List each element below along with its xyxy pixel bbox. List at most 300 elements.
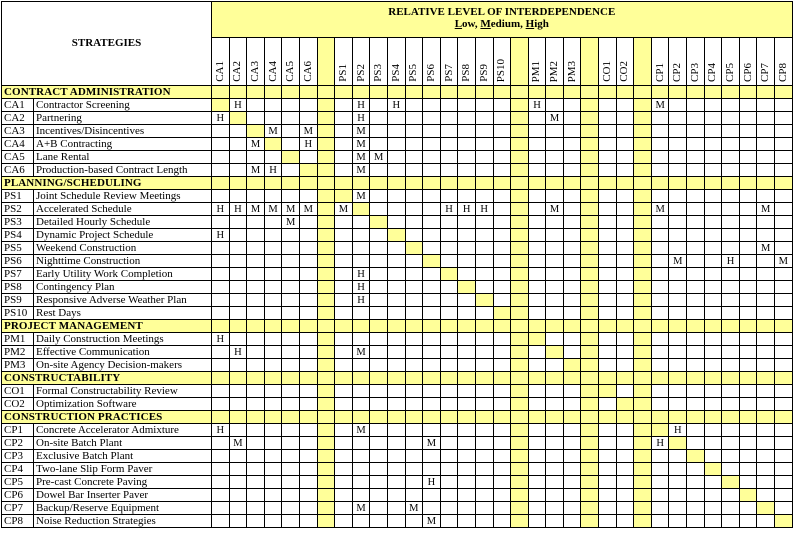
- section-band-cell: [282, 177, 300, 190]
- gap-cell: [581, 437, 599, 450]
- section-band-cell: [317, 177, 335, 190]
- matrix-cell: [722, 138, 740, 151]
- section-band-cell: [387, 372, 405, 385]
- matrix-cell: [739, 203, 757, 216]
- matrix-cell: [669, 450, 687, 463]
- gap-cell: [317, 424, 335, 437]
- matrix-cell: [616, 229, 634, 242]
- matrix-cell: [423, 307, 441, 320]
- matrix-cell: [528, 424, 546, 437]
- matrix-cell: [370, 99, 388, 112]
- matrix-cell: [387, 268, 405, 281]
- section-band-cell: [757, 86, 775, 99]
- strategy-name: Contractor Screening: [34, 99, 212, 112]
- gap-cell: [317, 476, 335, 489]
- matrix-cell: [352, 203, 370, 216]
- gap-cell: [581, 268, 599, 281]
- matrix-cell: [669, 398, 687, 411]
- section-band-cell: [775, 86, 793, 99]
- matrix-cell: [739, 281, 757, 294]
- matrix-cell: [212, 294, 230, 307]
- matrix-cell: [440, 463, 458, 476]
- matrix-cell: [546, 515, 564, 528]
- section-band-cell: [722, 320, 740, 333]
- strategy-code: PS9: [2, 294, 34, 307]
- matrix-cell: [370, 515, 388, 528]
- gap-cell: [511, 138, 529, 151]
- gap-cell: [581, 398, 599, 411]
- matrix-cell: [739, 359, 757, 372]
- matrix-cell: [299, 359, 317, 372]
- matrix-cell: [212, 450, 230, 463]
- matrix-cell: [370, 424, 388, 437]
- matrix-cell: [739, 437, 757, 450]
- section-band-cell: [229, 372, 247, 385]
- matrix-cell: [722, 229, 740, 242]
- matrix-cell: [458, 476, 476, 489]
- section-band-cell: [352, 411, 370, 424]
- column-header-co1: [599, 38, 617, 86]
- gap-cell: [634, 307, 652, 320]
- section-band-cell: [440, 411, 458, 424]
- matrix-cell: [669, 333, 687, 346]
- matrix-cell: [387, 476, 405, 489]
- gap-cell: [511, 190, 529, 203]
- matrix-cell: [440, 333, 458, 346]
- section-row: [2, 372, 793, 385]
- section-band-cell: [528, 320, 546, 333]
- matrix-cell: H: [212, 203, 230, 216]
- strategy-name: A+B Contracting: [34, 138, 212, 151]
- matrix-cell: [616, 268, 634, 281]
- matrix-cell: [229, 424, 247, 437]
- gap-cell: [511, 450, 529, 463]
- column-gap: [581, 38, 599, 86]
- gap-cell: [634, 151, 652, 164]
- matrix-cell: [212, 463, 230, 476]
- section-band-cell: [423, 372, 441, 385]
- matrix-cell: [599, 229, 617, 242]
- section-band-cell: [546, 177, 564, 190]
- strategies-header: STRATEGIES: [2, 2, 212, 86]
- strategy-code: CP7: [2, 502, 34, 515]
- matrix-cell: [563, 294, 581, 307]
- matrix-cell: [212, 138, 230, 151]
- matrix-cell: [299, 164, 317, 177]
- section-band-cell: [423, 320, 441, 333]
- matrix-cell: [739, 125, 757, 138]
- column-code: CA1: [213, 61, 226, 82]
- matrix-cell: [528, 385, 546, 398]
- matrix-cell: [405, 515, 423, 528]
- matrix-cell: [616, 333, 634, 346]
- matrix-cell: [352, 515, 370, 528]
- matrix-cell: [563, 463, 581, 476]
- section-band-cell: [440, 177, 458, 190]
- matrix-cell: [423, 450, 441, 463]
- matrix-cell: [775, 307, 793, 320]
- section-band-cell: [458, 411, 476, 424]
- matrix-cell: [247, 242, 265, 255]
- matrix-cell: [299, 489, 317, 502]
- matrix-cell: [546, 346, 564, 359]
- section-band-cell: [335, 372, 353, 385]
- matrix-cell: [563, 307, 581, 320]
- strategy-row-ps1: [2, 190, 793, 203]
- matrix-cell: [475, 99, 493, 112]
- matrix-cell: [264, 138, 282, 151]
- matrix-cell: [264, 242, 282, 255]
- matrix-cell: [757, 255, 775, 268]
- strategy-row-ps8: [2, 281, 793, 294]
- matrix-cell: [387, 346, 405, 359]
- matrix-cell: [563, 476, 581, 489]
- section-band-cell: [352, 320, 370, 333]
- matrix-cell: [458, 424, 476, 437]
- gap-cell: [634, 125, 652, 138]
- matrix-cell: [616, 255, 634, 268]
- matrix-cell: [229, 138, 247, 151]
- matrix-cell: M: [546, 112, 564, 125]
- matrix-cell: [370, 307, 388, 320]
- matrix-cell: [247, 255, 265, 268]
- matrix-cell: [669, 307, 687, 320]
- matrix-cell: [687, 151, 705, 164]
- matrix-cell: [757, 502, 775, 515]
- matrix-cell: [493, 515, 511, 528]
- matrix-cell: M: [299, 125, 317, 138]
- matrix-cell: [264, 151, 282, 164]
- matrix-cell: [687, 489, 705, 502]
- matrix-cell: [775, 398, 793, 411]
- matrix-cell: [739, 268, 757, 281]
- matrix-cell: M: [370, 151, 388, 164]
- matrix-cell: [599, 489, 617, 502]
- gap-cell: [581, 450, 599, 463]
- matrix-cell: [599, 164, 617, 177]
- matrix-cell: [458, 502, 476, 515]
- matrix-cell: [370, 450, 388, 463]
- matrix-cell: [405, 203, 423, 216]
- matrix-cell: [739, 424, 757, 437]
- matrix-cell: H: [352, 112, 370, 125]
- matrix-cell: [775, 151, 793, 164]
- gap-cell: [317, 216, 335, 229]
- matrix-cell: [599, 294, 617, 307]
- matrix-cell: [687, 125, 705, 138]
- strategy-name: Effective Communication: [34, 346, 212, 359]
- gap-cell: [511, 476, 529, 489]
- section-band-cell: [493, 372, 511, 385]
- section-band-cell: [687, 177, 705, 190]
- matrix-cell: [528, 398, 546, 411]
- matrix-cell: [370, 203, 388, 216]
- matrix-cell: [335, 242, 353, 255]
- matrix-cell: [599, 424, 617, 437]
- strategy-name: Partnering: [34, 112, 212, 125]
- matrix-cell: [563, 164, 581, 177]
- matrix-cell: [405, 99, 423, 112]
- section-band-cell: [722, 177, 740, 190]
- gap-cell: [634, 268, 652, 281]
- strategy-code: CA3: [2, 125, 34, 138]
- gap-cell: [317, 255, 335, 268]
- matrix-cell: [669, 502, 687, 515]
- matrix-cell: [299, 294, 317, 307]
- matrix-cell: [599, 203, 617, 216]
- strategy-row-ps6: [2, 255, 793, 268]
- strategy-row-ps9: [2, 294, 793, 307]
- matrix-cell: [282, 294, 300, 307]
- matrix-cell: [475, 307, 493, 320]
- section-band-cell: [405, 372, 423, 385]
- matrix-cell: [423, 333, 441, 346]
- matrix-cell: [264, 333, 282, 346]
- gap-cell: [581, 138, 599, 151]
- column-code: CP1: [653, 63, 666, 82]
- matrix-cell: [264, 190, 282, 203]
- matrix-cell: [616, 164, 634, 177]
- section-band-cell: [352, 177, 370, 190]
- matrix-cell: H: [352, 294, 370, 307]
- matrix-cell: [458, 229, 476, 242]
- matrix-cell: [370, 164, 388, 177]
- matrix-cell: [247, 437, 265, 450]
- column-header-pm1: [528, 38, 546, 86]
- matrix-cell: [282, 307, 300, 320]
- matrix-cell: [528, 333, 546, 346]
- matrix-cell: [651, 450, 669, 463]
- matrix-cell: [687, 502, 705, 515]
- section-row: [2, 86, 793, 99]
- strategy-name: Dynamic Project Schedule: [34, 229, 212, 242]
- strategy-code: PS6: [2, 255, 34, 268]
- matrix-cell: [229, 307, 247, 320]
- matrix-cell: [247, 216, 265, 229]
- matrix-cell: [775, 190, 793, 203]
- matrix-cell: [528, 151, 546, 164]
- matrix-cell: [440, 489, 458, 502]
- matrix-cell: [493, 502, 511, 515]
- strategy-row-cp3: [2, 450, 793, 463]
- gap-cell: [511, 398, 529, 411]
- matrix-cell: [440, 294, 458, 307]
- section-band-cell: [599, 372, 617, 385]
- matrix-cell: [669, 268, 687, 281]
- matrix-cell: [335, 216, 353, 229]
- strategy-code: PM1: [2, 333, 34, 346]
- matrix-cell: [546, 463, 564, 476]
- matrix-cell: [757, 424, 775, 437]
- matrix-cell: [264, 216, 282, 229]
- matrix-cell: H: [212, 333, 230, 346]
- matrix-cell: [475, 216, 493, 229]
- matrix-cell: [739, 216, 757, 229]
- section-band-cell: [775, 411, 793, 424]
- gap-cell: [511, 346, 529, 359]
- section-band-cell: [669, 177, 687, 190]
- matrix-cell: [599, 385, 617, 398]
- matrix-cell: [370, 333, 388, 346]
- matrix-cell: [687, 229, 705, 242]
- matrix-cell: [282, 151, 300, 164]
- matrix-cell: [669, 476, 687, 489]
- matrix-cell: [739, 294, 757, 307]
- matrix-cell: M: [352, 138, 370, 151]
- gap-cell: [511, 385, 529, 398]
- strategy-row-pm3: [2, 359, 793, 372]
- matrix-cell: [704, 450, 722, 463]
- strategy-name: Rest Days: [34, 307, 212, 320]
- gap-cell: [317, 294, 335, 307]
- matrix-cell: H: [458, 203, 476, 216]
- matrix-cell: [299, 268, 317, 281]
- gap-cell: [634, 112, 652, 125]
- matrix-cell: [282, 281, 300, 294]
- matrix-cell: [458, 151, 476, 164]
- matrix-cell: [370, 502, 388, 515]
- matrix-cell: [722, 385, 740, 398]
- matrix-cell: M: [651, 203, 669, 216]
- gap-cell: [511, 268, 529, 281]
- matrix-cell: [405, 190, 423, 203]
- matrix-cell: [687, 515, 705, 528]
- matrix-cell: [440, 450, 458, 463]
- matrix-cell: [599, 463, 617, 476]
- matrix-cell: [282, 99, 300, 112]
- strategy-code: CA2: [2, 112, 34, 125]
- gap-cell: [634, 229, 652, 242]
- matrix-cell: M: [352, 125, 370, 138]
- matrix-cell: [687, 307, 705, 320]
- matrix-cell: [264, 515, 282, 528]
- section-band-cell: [651, 411, 669, 424]
- scale-legend: [212, 19, 792, 30]
- section-band-cell: [458, 372, 476, 385]
- matrix-cell: [405, 138, 423, 151]
- matrix-cell: [282, 138, 300, 151]
- matrix-cell: [563, 346, 581, 359]
- matrix-cell: [669, 489, 687, 502]
- section-band-cell: [687, 411, 705, 424]
- matrix-cell: [423, 190, 441, 203]
- matrix-cell: [546, 307, 564, 320]
- section-band-cell: [299, 177, 317, 190]
- matrix-cell: [458, 281, 476, 294]
- matrix-cell: [370, 463, 388, 476]
- matrix-cell: [704, 203, 722, 216]
- matrix-cell: [616, 125, 634, 138]
- matrix-cell: [599, 398, 617, 411]
- strategy-name: Dowel Bar Inserter Paver: [34, 489, 212, 502]
- matrix-cell: [739, 515, 757, 528]
- matrix-cell: [282, 268, 300, 281]
- matrix-cell: [264, 463, 282, 476]
- matrix-cell: [475, 385, 493, 398]
- matrix-cell: [229, 281, 247, 294]
- gap-cell: [511, 151, 529, 164]
- matrix-cell: [599, 333, 617, 346]
- matrix-cell: [229, 151, 247, 164]
- matrix-cell: [599, 242, 617, 255]
- matrix-cell: [405, 307, 423, 320]
- gap-cell: [634, 281, 652, 294]
- matrix-cell: [212, 476, 230, 489]
- matrix-cell: [282, 476, 300, 489]
- strategy-code: PS1: [2, 190, 34, 203]
- matrix-cell: [546, 164, 564, 177]
- matrix-cell: [405, 476, 423, 489]
- section-band-cell: [335, 320, 353, 333]
- column-header-cp6: [739, 38, 757, 86]
- section-band-cell: [335, 411, 353, 424]
- matrix-cell: [352, 255, 370, 268]
- matrix-cell: [440, 229, 458, 242]
- strategy-name: On-site Agency Decision-makers: [34, 359, 212, 372]
- section-band-cell: [546, 320, 564, 333]
- matrix-cell: [739, 138, 757, 151]
- matrix-cell: [493, 450, 511, 463]
- matrix-cell: [212, 385, 230, 398]
- column-header-cp8: [775, 38, 793, 86]
- matrix-cell: [599, 502, 617, 515]
- matrix-cell: [458, 242, 476, 255]
- strategy-row-pm2: [2, 346, 793, 359]
- gap-cell: [634, 450, 652, 463]
- matrix-cell: [229, 255, 247, 268]
- matrix-cell: [229, 216, 247, 229]
- strategy-code: PS5: [2, 242, 34, 255]
- section-band-cell: [599, 320, 617, 333]
- matrix-cell: [299, 229, 317, 242]
- matrix-cell: [387, 242, 405, 255]
- matrix-cell: H: [264, 164, 282, 177]
- matrix-cell: [775, 476, 793, 489]
- matrix-cell: [493, 424, 511, 437]
- matrix-cell: [739, 346, 757, 359]
- gap-cell: [634, 333, 652, 346]
- matrix-cell: [739, 112, 757, 125]
- column-code: PM1: [530, 60, 543, 82]
- matrix-cell: [335, 346, 353, 359]
- matrix-cell: [704, 385, 722, 398]
- matrix-cell: [264, 450, 282, 463]
- section-band-cell: [387, 320, 405, 333]
- matrix-cell: [247, 229, 265, 242]
- column-header-cp4: [704, 38, 722, 86]
- matrix-cell: [687, 99, 705, 112]
- section-band-cell: [563, 86, 581, 99]
- strategy-name: Lane Rental: [34, 151, 212, 164]
- matrix-cell: [704, 359, 722, 372]
- gap-cell: [581, 112, 599, 125]
- matrix-cell: [722, 359, 740, 372]
- matrix-cell: [722, 125, 740, 138]
- matrix-cell: [563, 489, 581, 502]
- matrix-cell: [775, 333, 793, 346]
- matrix-cell: [440, 216, 458, 229]
- matrix-cell: [651, 307, 669, 320]
- matrix-cell: [229, 502, 247, 515]
- matrix-cell: M: [247, 164, 265, 177]
- matrix-cell: [546, 450, 564, 463]
- matrix-cell: [299, 424, 317, 437]
- matrix-cell: [335, 164, 353, 177]
- matrix-cell: [229, 112, 247, 125]
- gap-cell: [581, 424, 599, 437]
- matrix-cell: [757, 125, 775, 138]
- matrix-cell: [229, 164, 247, 177]
